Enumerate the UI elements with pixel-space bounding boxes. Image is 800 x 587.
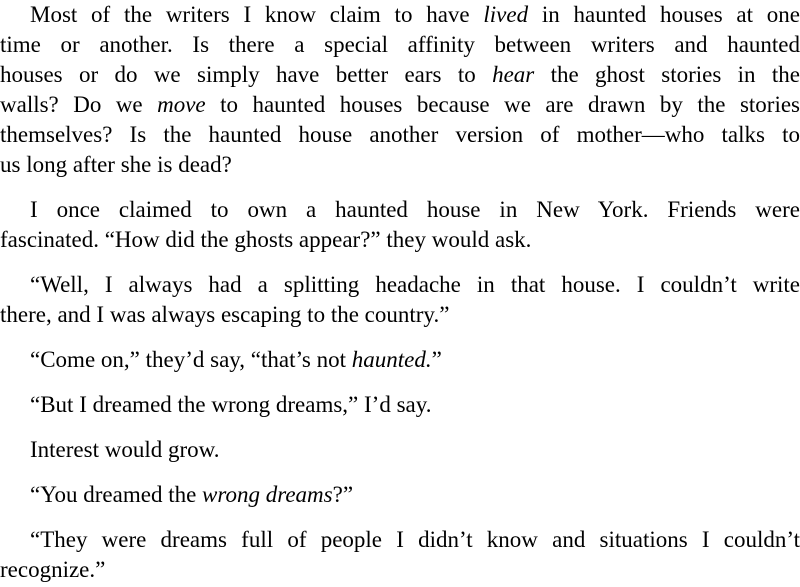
italic-text-run: haunted. <box>351 347 432 372</box>
text-run: time or another. Is there a special affinity between writers and haunted <box>0 32 800 57</box>
paragraph <box>0 270 800 330</box>
text-run: I once claimed to own a haunted house in New York. Friends were <box>30 197 800 222</box>
paragraph <box>0 480 800 510</box>
text-run: us long after she is dead? <box>0 152 232 177</box>
text-line <box>0 120 800 150</box>
paragraph <box>0 390 800 420</box>
text-line <box>0 0 800 30</box>
text-line <box>0 195 800 225</box>
text-line <box>0 30 800 60</box>
text-line <box>0 90 800 120</box>
paragraph <box>0 0 800 180</box>
text-line <box>0 60 800 90</box>
paragraph <box>0 195 800 255</box>
text-run: to haunted houses because we are drawn by the stories <box>205 92 800 117</box>
text-run: “Well, I always had a splitting headache in that house. I couldn’t write <box>30 272 800 297</box>
text-run: “They were dreams full of people I didn’t know and situations I couldn’t <box>30 527 800 552</box>
text-run: themselves? Is the haunted house another version of mother—who talks to <box>0 122 800 147</box>
text-run: Interest would grow. <box>30 437 220 462</box>
italic-text-run: lived <box>483 2 529 27</box>
italic-text-run: hear <box>492 62 535 87</box>
text-line <box>0 555 800 585</box>
paragraph <box>0 345 800 375</box>
text-run: “Come on,” they’d say, “that’s not <box>30 347 352 372</box>
text-run: in haunted houses at one <box>528 2 800 27</box>
text-run: there, and I was always escaping to the country.” <box>0 302 450 327</box>
text-run: Most of the writers I know claim to have <box>30 2 484 27</box>
text-run: fascinated. “How did the ghosts appear?” they would ask. <box>0 227 532 252</box>
text-line <box>0 150 800 180</box>
text-line <box>0 525 800 555</box>
text-run: houses or do we simply have better ears to <box>0 62 493 87</box>
text-line <box>0 345 800 375</box>
text-line <box>0 225 800 255</box>
italic-text-run: move <box>157 92 206 117</box>
text-run: “But I dreamed the wrong dreams,” I’d say. <box>30 392 432 417</box>
text-line <box>0 480 800 510</box>
text-line <box>0 270 800 300</box>
text-run: the ghost stories in the <box>534 62 800 87</box>
italic-text-run: wrong dreams <box>202 482 333 507</box>
paragraph <box>0 435 800 465</box>
text-run: walls? Do we <box>0 92 158 117</box>
text-run: “You dreamed the <box>30 482 203 507</box>
text-line <box>0 435 800 465</box>
text-run: recognize.” <box>0 557 106 582</box>
text-run: ” <box>431 347 442 372</box>
text-line <box>0 390 800 420</box>
paragraph <box>0 525 800 585</box>
text-line <box>0 300 800 330</box>
text-run: ?” <box>332 482 354 507</box>
